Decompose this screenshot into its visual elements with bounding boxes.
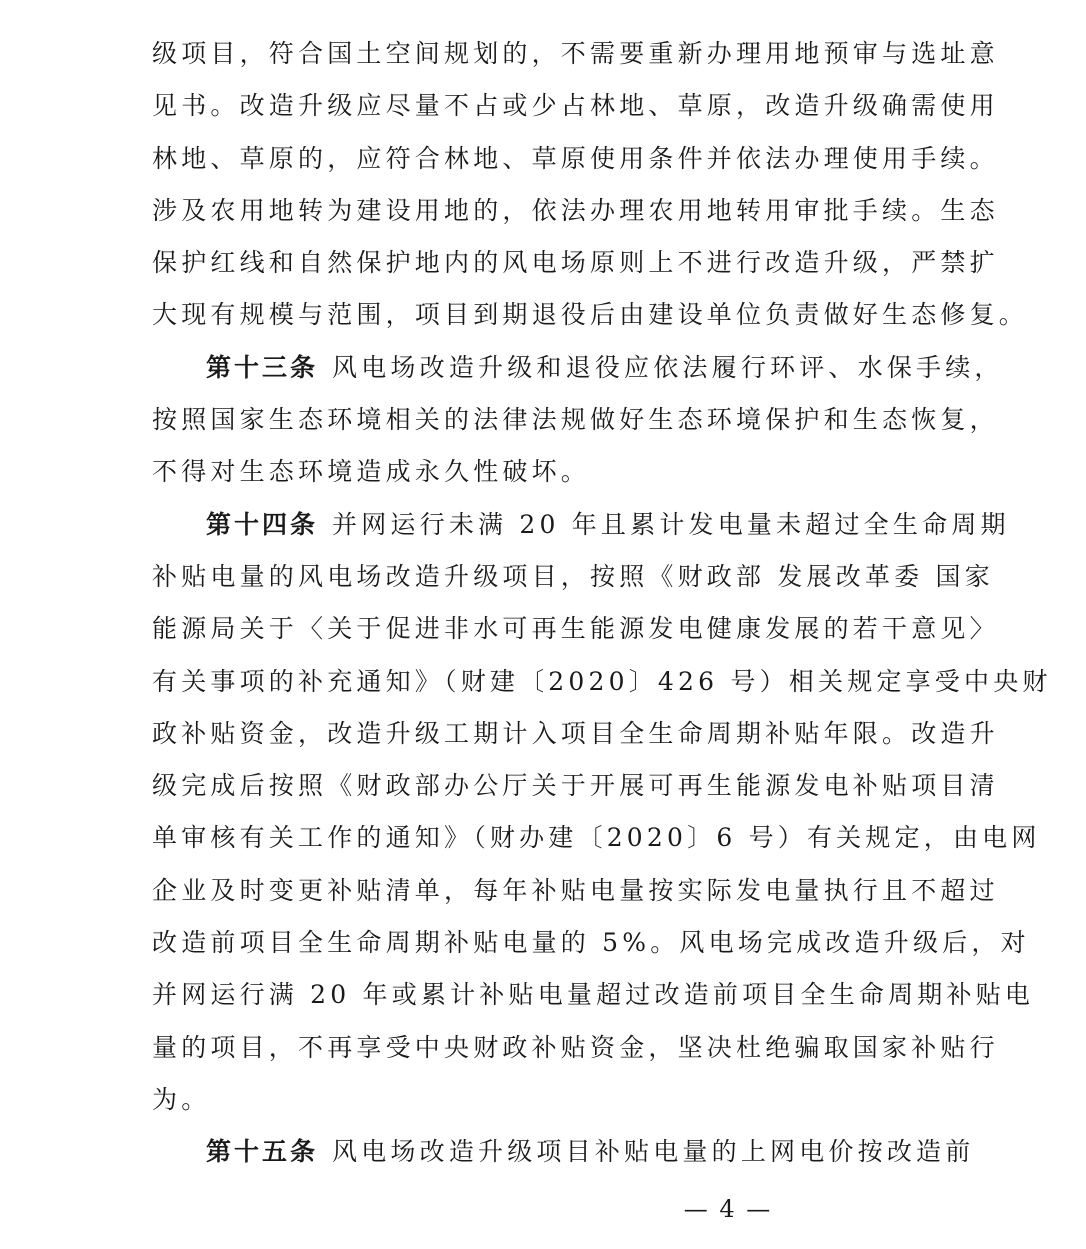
text-line: 涉及农用地转为建设用地的，依法办理农用地转用审批手续。生态: [152, 195, 999, 225]
article-15-first-line: [152, 1126, 975, 1178]
text-line: 按照国家生态环境相关的法律法规做好生态环境保护和生态恢复，: [152, 405, 999, 435]
article-heading: 第十四条: [206, 509, 319, 539]
article-14-first-line: [152, 499, 1010, 551]
text-line: 级项目，符合国土空间规划的，不需要重新办理用地预审与选址意: [152, 39, 999, 68]
text-line: 改造前项目全生命周期补贴电量的 5%。风电场完成改造升级后，对: [152, 928, 1030, 958]
text-span: 风电场改造升级项目补贴电量的上网电价按改造前: [332, 1137, 975, 1167]
text-line: 级完成后按照《财政部办公厅关于开展可再生能源发电补贴项目清: [152, 771, 999, 801]
body-text: [152, 28, 1052, 1179]
article-heading: 第十三条: [206, 352, 319, 382]
text-line: 有关事项的补充通知》（财建〔2020〕426 号）相关规定享受中央财: [152, 666, 1052, 696]
text-line: 单审核有关工作的通知》（财办建〔2020〕6 号）有关规定，由电网: [152, 823, 1041, 853]
text-line: 林地、草原的，应符合林地、草原使用条件并依法办理使用手续。: [152, 143, 999, 173]
text-line: 补贴电量的风电场改造升级项目，按照《财政部 发展改革委 国家: [152, 561, 994, 591]
text-span: 并网运行未满 20 年且累计发电量未超过全生命周期: [332, 509, 1010, 539]
text-line: 能源局关于〈关于促进非水可再生能源发电健康发展的若干意见〉: [152, 614, 999, 644]
text-line: 为。: [152, 1084, 211, 1114]
article-heading: 第十五条: [206, 1137, 319, 1167]
text-line: 见书。改造升级应尽量不占或少占林地、草原，改造升级确需使用: [152, 91, 999, 121]
text-span: 风电场改造升级和退役应依法履行环评、水保手续，: [332, 352, 1004, 382]
text-line: 不得对生态环境造成永久性破坏。: [152, 457, 591, 487]
text-line: 大现有规模与范围，项目到期退役后由建设单位负责做好生态修复。: [152, 300, 1029, 330]
text-line: 政补贴资金，改造升级工期计入项目全生命周期补贴年限。改造升: [152, 718, 999, 748]
article-13-first-line: [152, 342, 1004, 394]
text-line: 量的项目，不再享受中央财政补贴资金，坚决杜绝骗取国家补贴行: [152, 1032, 999, 1062]
text-line: 企业及时变更补贴清单，每年补贴电量按实际发电量执行且不超过: [152, 875, 999, 905]
text-line: 并网运行满 20 年或累计补贴电量超过改造前项目全生命周期补贴电: [152, 980, 1035, 1010]
page-number: — 4 —: [683, 1195, 773, 1223]
text-line: 保护红线和自然保护地内的风电场原则上不进行改造升级，严禁扩: [152, 248, 999, 278]
